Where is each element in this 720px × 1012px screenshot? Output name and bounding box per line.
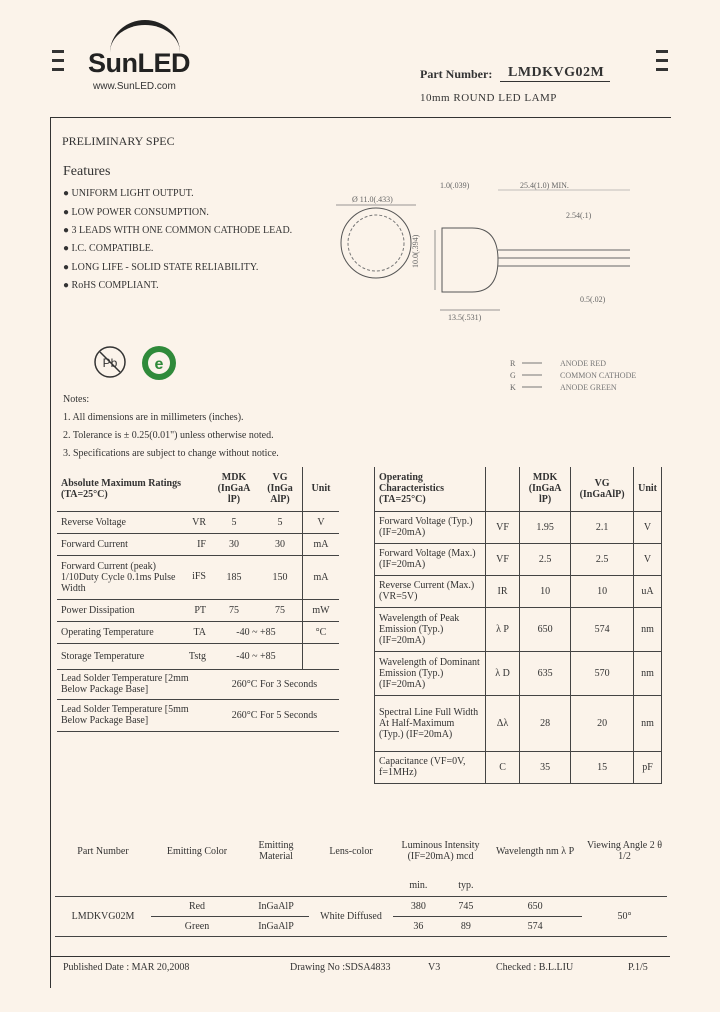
table-row: Storage Temperature Tstg -40 ~ +85 [57,643,339,669]
table-row: Spectral Line Full Width At Half-Maximum (Typ.) (IF=20mA) Δλ 28 20 nm [375,695,662,751]
table-row: Wavelength of Peak Emission (Typ.) (IF=20mA) λ P 650 574 nm [375,607,662,651]
footer-divider [50,956,670,957]
svg-text:G: G [510,371,516,380]
part-number-label: Part Number: [420,67,493,81]
table-row: Forward Voltage (Max.) (IF=20mA) VF 2.5 2.5 V [375,543,662,575]
table-row: Reverse Voltage VR 5 5 V [57,511,339,533]
drawing-number: Drawing No :SDSA4833 [290,962,391,973]
table-row: Forward Voltage (Typ.) (IF=20mA) VF 1.95 2.1 V [375,511,662,543]
published-date: Published Date : MAR 20,2008 [63,962,190,973]
selection-guide-table: Part Number Emitting Color Emitting Material Lens-color Luminous Intensity (IF=20mA) mcd Wavelength nm λ P Viewing Angle 2 θ 1/2 min. typ. LMDKVG02M Red InGaAlP White Diffused 380 745 650 50° Green InGaAlP 36 89 574 [55,826,667,937]
pb-label: Pb [102,356,118,370]
note-item: 2. Tolerance is ± 0.25(0.01") unless otherwise noted. [63,430,274,441]
table-row: Power Dissipation PT 75 75 mW [57,599,339,621]
version: V3 [428,962,441,973]
table-row: Lead Solder Temperature [5mm Below Package Base] 260°C For 5 Seconds [57,699,339,731]
pb-free-icon [92,344,128,380]
company-url[interactable]: www.SunLED.com [93,81,176,92]
svg-text:R: R [510,359,516,368]
page-number: P.1/5 [628,962,648,973]
feature-item: ● UNIFORM LIGHT OUTPUT. [63,188,194,199]
svg-text:1.0(.039): 1.0(.039) [440,181,470,190]
svg-text:2.54(.1): 2.54(.1) [566,211,592,220]
notes-title: Notes: [63,394,90,405]
operating-characteristics-table: Operating Characteristics (TA=25°C) MDK (InGaA lP) VG (InGaAlP) Unit Forward Voltage (Typ.) (IF=20mA) VF 1.95 2.1 V Forward Voltage (Max.) (IF=20mA) VF 2.5 2.5 V Reverse Current (Max.) (VR=5V) IR 10 10 uA Wavelength of Peak Emission (Typ.) (IF=20mA) λ P 650 574 nm Wavelength of Dominant Emission (Typ.) (IF=20mA) λ D 635 570 nm Spectral Line Full Width At Half-Maximum (Typ.) (IF=20mA) Δλ 28 20 nm Capacitance (VF=0V, f=1MHz) C 35 15 pF [374,467,662,784]
svg-text:Ø 11.0(.433): Ø 11.0(.433) [352,195,393,204]
svg-text:ANODE RED: ANODE RED [560,359,606,368]
svg-text:ANODE GREEN: ANODE GREEN [560,383,617,392]
product-description: 10mm ROUND LED LAMP [420,92,557,104]
table-row: Reverse Current (Max.) (VR=5V) IR 10 10 uA [375,575,662,607]
checked-by: Checked : B.L.LIU [496,962,574,973]
feature-item: ● LOW POWER CONSUMPTION. [63,207,209,218]
right-header-bars [656,50,668,77]
table-row: Operating Temperature TA -40 ~ +85 °C [57,621,339,643]
svg-text:25.4(1.0) MIN.: 25.4(1.0) MIN. [520,181,569,190]
note-item: 1. All dimensions are in millimeters (inches). [63,412,244,423]
features-title: Features [63,164,111,179]
feature-item: ● I.C. COMPATIBLE. [63,243,154,254]
note-item: 3. Specifications are subject to change without notice. [63,448,279,459]
svg-text:10.0(.394): 10.0(.394) [411,234,420,268]
part-number: LMDKVG02M [508,65,605,80]
svg-text:13.5(.531): 13.5(.531) [448,313,482,322]
feature-item: ● RoHS COMPLIANT. [63,280,159,291]
spec-title: PRELIMINARY SPEC [62,134,175,148]
svg-text:K: K [510,383,516,392]
table-row: Green InGaAlP 36 89 574 [55,916,667,936]
svg-text:0.5(.02): 0.5(.02) [580,295,606,304]
svg-text:COMMON CATHODE: COMMON CATHODE [560,371,637,380]
part-number-underline [500,81,610,82]
eco-friendly-icon [140,344,178,382]
feature-item: ● 3 LEADS WITH ONE COMMON CATHODE LEAD. [63,225,293,236]
company-logo: SunLED [88,48,190,78]
table-row: Forward Current IF 30 30 mA [57,533,339,555]
table-row: Lead Solder Temperature [2mm Below Package Base] 260°C For 3 Seconds [57,669,339,699]
eco-label: e [154,356,164,373]
left-header-bars [52,50,64,77]
table-row: Capacitance (VF=0V, f=1MHz) C 35 15 pF [375,751,662,783]
absolute-max-table: Absolute Maximum Ratings (TA=25°C) MDK (InGaA lP) VG (InGa AlP) Unit Reverse Voltage VR 5 5 V Forward Current IF 30 30 mA iFS Forward Current (peak) 1/10Duty Cycle 0.1ms Pulse Width 185 150 mA Power Dissipation PT 75 75 mW Operating Temperature TA -40 ~ +85 °C Storage Temperature Tstg -40 ~ +85 Lead Solder Temperature [2mm Below Package Base] 260°C For 3 Seconds Lead Solder Temperature [5mm Below Package Base] 260°C For 5 Seconds [57,467,339,732]
table-row: LMDKVG02M Red InGaAlP White Diffused 380 745 650 50° [55,896,667,916]
package-drawing [330,180,660,420]
feature-item: ● LONG LIFE - SOLID STATE RELIABILITY. [63,262,259,273]
table-row: iFS Forward Current (peak) 1/10Duty Cycle 0.1ms Pulse Width 185 150 mA [57,555,339,599]
table-row: Wavelength of Dominant Emission (Typ.) (IF=20mA) λ D 635 570 nm [375,651,662,695]
